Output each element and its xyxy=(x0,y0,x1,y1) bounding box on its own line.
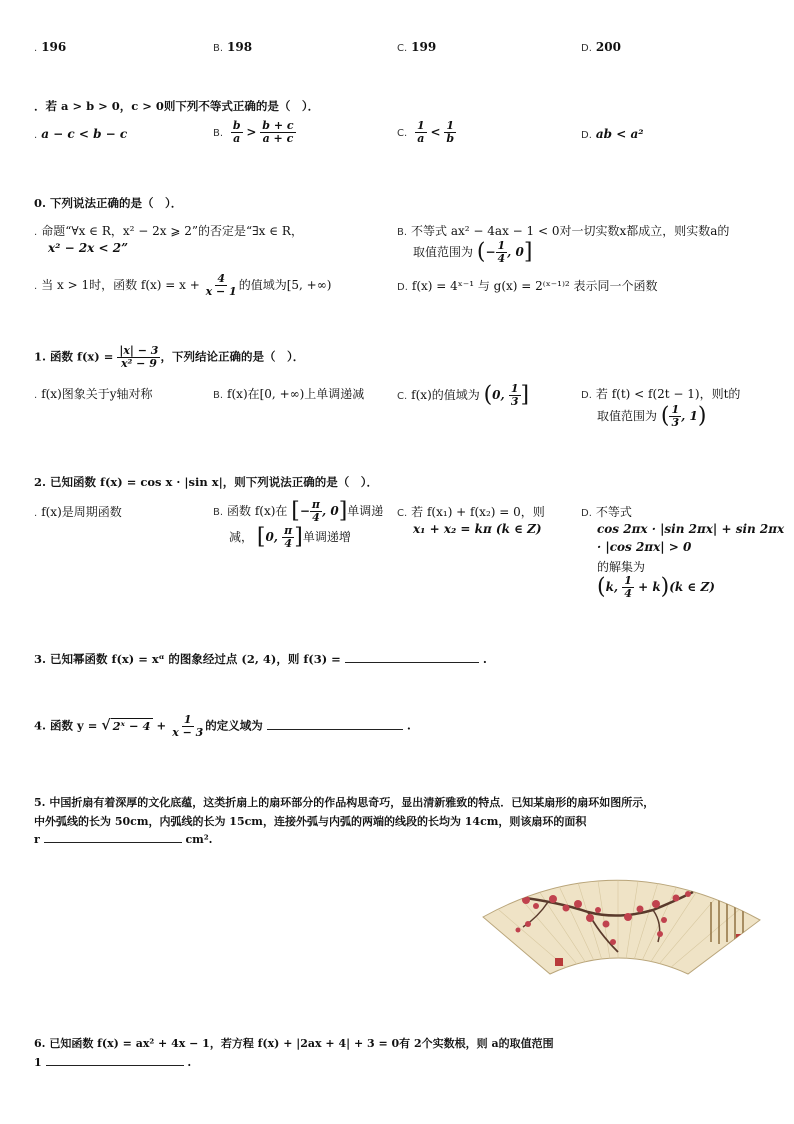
q16-line2: 1 . xyxy=(34,1056,192,1069)
q11-stem: 1. 函数 f(x) = $\frac{|x| - 3}{\text{x² − 9}}$ ，下列结论正确的是（ ）． xyxy=(34,344,305,370)
q11-option-d-cont: 取值范围为 ( $\frac{1}{3}$ , 1) xyxy=(597,403,707,429)
q12-option-d-line5: (k, $\frac{1}{4}$ + k)(k ∈ Z) xyxy=(597,574,715,600)
q12-option-b[interactable]: B. 函数 f(x)在 [− $\frac{\pi}{4}$ , 0]单调递 xyxy=(213,498,384,524)
q7-option-b[interactable]: B. 198 xyxy=(213,40,253,54)
frac: $\frac{b}{a}$ xyxy=(232,119,241,145)
q12-option-d-line2: cos 2πx · |sin 2πx| + sin 2πx xyxy=(597,522,785,536)
frac: $\frac{1}{4}$ xyxy=(497,239,506,265)
frac: $\frac{1}{3}$ xyxy=(671,403,680,429)
q12-option-d-line3: · |cos 2πx| > 0 xyxy=(597,540,692,554)
frac: $\frac{1}{a}$ xyxy=(417,119,425,145)
answer-blank[interactable] xyxy=(267,719,403,730)
q12-option-c-cont: x₁ + x₂ = kπ (k ∈ Z) xyxy=(413,522,542,536)
q8-option-b[interactable]: B. $\frac{b}{a}$ > $\frac{b + c}{a + c}$ xyxy=(213,119,294,145)
frac: $\frac{1}{b}$ xyxy=(446,119,455,145)
q12-option-d[interactable]: D. 不等式 xyxy=(581,505,632,519)
q12-option-d-line4: 的解集为 xyxy=(597,560,646,574)
q15-line3: r cm². xyxy=(34,833,213,846)
answer-blank[interactable] xyxy=(44,832,182,843)
answer-blank[interactable] xyxy=(345,652,479,663)
q8-option-c[interactable]: C. $\frac{1}{a}$ < $\frac{1}{b}$ xyxy=(397,119,455,145)
q10-option-a-cont: x² − 2x < 2” xyxy=(48,241,128,255)
q11-option-a[interactable]: . f(x)图象关于y轴对称 xyxy=(34,387,153,401)
q11-option-b[interactable]: B. f(x)在[0, +∞)上单调递减 xyxy=(213,387,365,401)
q8-stem: ．若 a > b > 0，c > 0则下列不等式正确的是（ ）． xyxy=(34,99,320,113)
frac: $\frac{|x| - 3}{\text{x² − 9}}$ xyxy=(119,344,159,370)
q11-option-c[interactable]: C. f(x)的值域为 (0, $\frac{1}{3}$ ] xyxy=(397,382,530,408)
q10-option-b-cont: 取值范围为 (− $\frac{1}{4}$ , 0] xyxy=(413,239,533,265)
frac: $\frac{1}{x - 3}$ xyxy=(172,713,204,739)
frac: $\frac{1}{4}$ xyxy=(624,574,632,600)
q15-line1: 5. 中国折扇有着深厚的文化底蕴，这类折扇上的扇环部分的作品构思奇巧，显出清新雅致的特点．已知某扇形的扇环如图所示， xyxy=(34,796,655,809)
q15-line2: 中外弧线的长为 50cm，内弧线的长为 15cm，连接外弧与内弧的两端的线段的长均为 14cm，则该扇环的面积 xyxy=(34,815,587,828)
q12-option-c[interactable]: C. 若 f(x₁) + f(x₂) = 0，则 xyxy=(397,505,545,519)
q7-option-d[interactable]: D. 200 xyxy=(581,40,621,54)
q10-option-c[interactable]: . 当 x > 1时，函数 f(x) = x + $\frac{4}{x - 1}$ 的值域为[5, +∞) xyxy=(34,272,332,298)
q12-option-b-cont: 减， [0, $\frac{\pi}{4}$ ]单调递增 xyxy=(229,524,351,550)
q14-stem: 4. 函数 y = √ 2ˣ − 4 + $\frac{1}{x - 3}$ 的定义域为 . xyxy=(34,713,411,739)
q7-option-a[interactable]: . 196 xyxy=(34,40,67,54)
q7-option-c[interactable]: C. 199 xyxy=(397,40,437,54)
q13-stem: 3. 已知幂函数 f(x) = xᵅ 的图象经过点 (2, 4)，则 f(3) = . xyxy=(34,652,487,666)
q12-option-a[interactable]: . f(x)是周期函数 xyxy=(34,505,122,519)
frac: $\frac{\pi}{4}$ xyxy=(284,524,293,550)
q10-option-d[interactable]: D. f(x) = 4ˣ⁻¹ 与 g(x) = 2⁽ˣ⁻¹⁾² 表示同一个函数 xyxy=(397,279,658,293)
answer-blank[interactable] xyxy=(46,1055,184,1066)
frac: $\frac{\pi}{4}$ xyxy=(311,498,320,524)
folding-fan-image xyxy=(478,862,768,982)
q12-stem: 2. 已知函数 f(x) = cos x · |sin x|，则下列说法正确的是（ ）． xyxy=(34,475,379,489)
frac: $\frac{b + c}{a + c}$ xyxy=(262,119,294,145)
frac: $\frac{1}{3}$ xyxy=(510,382,519,408)
q10-stem: 0. 下列说法正确的是（ ）． xyxy=(34,196,183,210)
q16-line1: 6. 已知函数 f(x) = ax² + 4x − 1，若方程 f(x) + |2ax + 4| + 3 = 0有 2个实数根，则 a的取值范围 xyxy=(34,1037,554,1050)
q11-option-d[interactable]: D. 若 f(t) < f(2t − 1)，则t的 xyxy=(581,387,741,401)
q10-option-a[interactable]: . 命题“∀x ∈ R，x² − 2x ⩾ 2”的否定是“∃x ∈ R， xyxy=(34,224,303,238)
q8-option-d[interactable]: D. ab < a² xyxy=(581,127,644,141)
frac: $\frac{4}{x - 1}$ xyxy=(205,272,237,298)
q8-option-a[interactable]: . a − c < b − c xyxy=(34,127,128,141)
q10-option-b[interactable]: B. 不等式 ax² − 4ax − 1 < 0对一切实数x都成立，则实数a的 xyxy=(397,224,730,238)
